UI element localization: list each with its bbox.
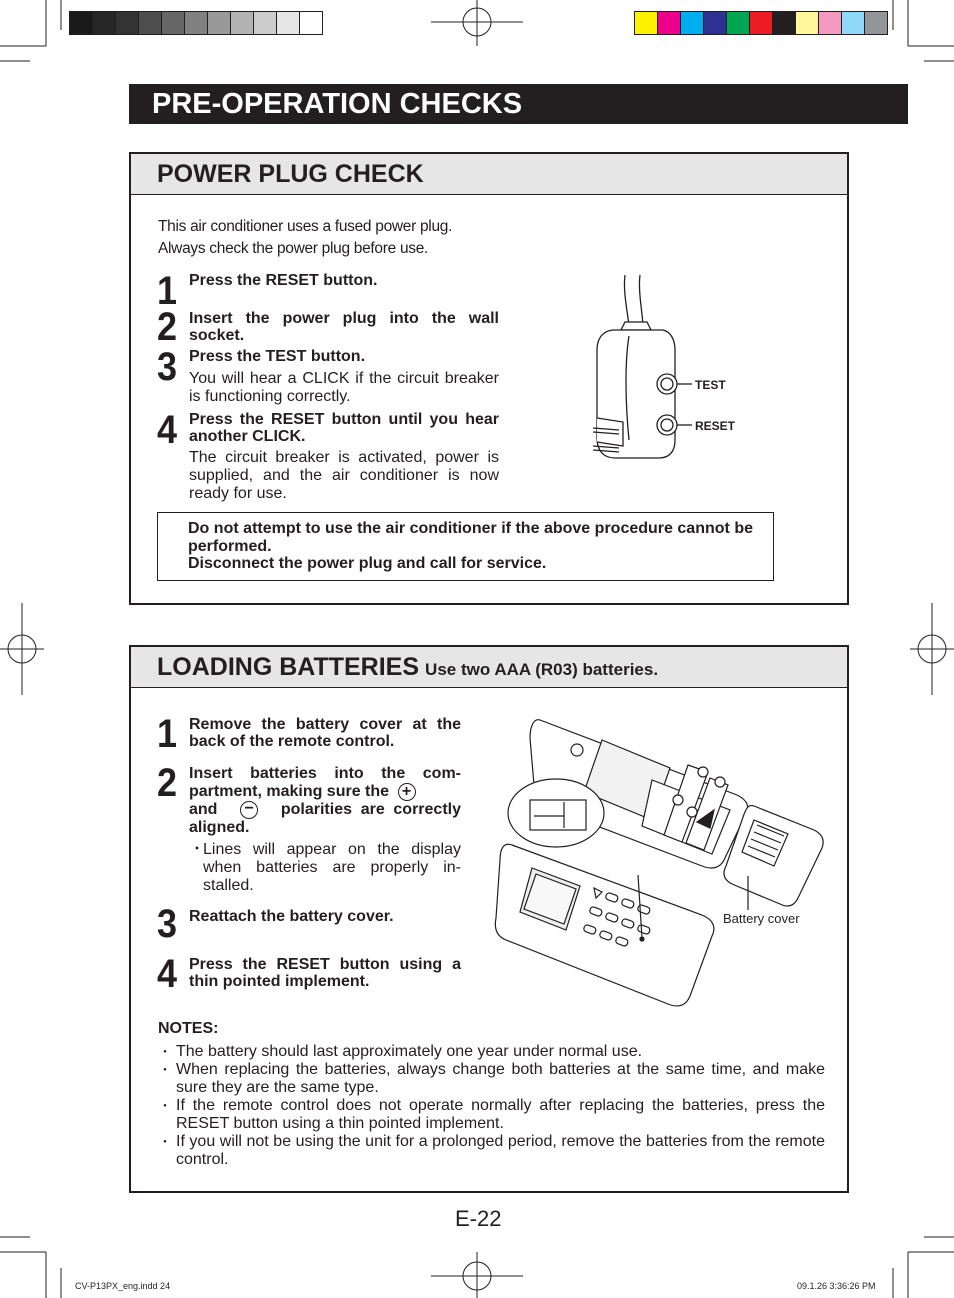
gray-swatch xyxy=(277,12,300,34)
step-number: 3 xyxy=(157,345,178,389)
batteries-title-text: LOADING BATTERIES xyxy=(157,653,420,681)
notes-list xyxy=(160,1043,825,1169)
step-title: Insert the power plug into the wall socket. xyxy=(189,310,499,344)
battery-cover-label: Battery cover xyxy=(723,911,800,926)
color-swatch xyxy=(842,12,865,34)
step-title xyxy=(189,765,461,837)
step-number: 1 xyxy=(157,269,178,313)
test-label: TEST xyxy=(695,378,726,392)
step-number: 1 xyxy=(157,712,178,756)
gray-swatch xyxy=(254,12,277,34)
color-swatch xyxy=(727,12,750,34)
footer-file-name: CV-P13PX_eng.indd 24 xyxy=(75,1281,171,1291)
power-plug-intro-1: This air conditioner uses a fused power plug. xyxy=(158,218,453,235)
color-calibration-bar xyxy=(634,11,888,35)
step-number: 3 xyxy=(157,902,178,946)
step-title: Reattach the battery cover. xyxy=(189,908,394,925)
step-title: Press the RESET button using a thin pointed implement. xyxy=(189,956,461,990)
warning-line-1: Do not attempt to use the air conditioner if the above procedure cannot be performed. xyxy=(188,520,753,555)
plus-polarity-icon: + xyxy=(398,783,416,801)
step-title-part: and xyxy=(189,801,218,819)
minus-polarity-icon: − xyxy=(240,801,258,819)
step-bullet xyxy=(189,841,461,895)
step-title-part: polarities are correctly aligned. xyxy=(189,801,461,837)
page-title: PRE-OPERATION CHECKS xyxy=(129,84,908,124)
step-title: Press the RESET button until you hear another CLICK. xyxy=(189,411,499,445)
power-plug-intro-2: Always check the power plug before use. xyxy=(158,240,429,257)
batteries-subtitle: Use two AAA (R03) batteries. xyxy=(425,660,659,679)
power-plug-illustration xyxy=(585,270,745,470)
color-swatch xyxy=(681,12,704,34)
step-number: 2 xyxy=(157,305,178,349)
remote-control-illustration xyxy=(492,710,832,1015)
gray-swatch xyxy=(116,12,139,34)
color-swatch xyxy=(635,12,658,34)
color-swatch xyxy=(865,12,887,34)
gray-swatch xyxy=(93,12,116,34)
gray-swatch xyxy=(208,12,231,34)
list-item: ・ The battery should last approximately one year under normal use. xyxy=(160,1043,825,1061)
gray-swatch xyxy=(139,12,162,34)
step-title-part: Insert batteries into the com-partment, making sure the xyxy=(189,765,461,801)
color-swatch xyxy=(704,12,727,34)
color-swatch xyxy=(819,12,842,34)
step-number: 2 xyxy=(157,761,178,805)
grayscale-calibration-bar xyxy=(69,11,323,35)
power-plug-title: POWER PLUG CHECK xyxy=(157,160,424,188)
warning-box xyxy=(157,512,774,581)
step-body: You will hear a CLICK if the circuit breaker is functioning correctly. xyxy=(189,370,499,405)
color-swatch xyxy=(750,12,773,34)
step-body: The circuit breaker is activated, power is supplied, and the air conditioner is now ready for use. xyxy=(189,449,499,502)
reset-label: RESET xyxy=(695,419,736,433)
batteries-header xyxy=(131,647,847,688)
list-item: ・ If the remote control does not operate normally after replacing the batteries, press the RESET button using a thin pointed implement. xyxy=(160,1097,825,1133)
list-item: ・ If you will not be using the unit for a prolonged period, remove the batteries from the remote control. xyxy=(160,1133,825,1169)
step-title: Press the RESET button. xyxy=(189,272,378,289)
bullet-text: Lines will appear on the display when batteries are properly in-stalled. xyxy=(203,841,461,894)
step-title: Remove the battery cover at the back of the remote control. xyxy=(189,716,461,750)
gray-swatch xyxy=(300,12,322,34)
page-number: E-22 xyxy=(455,1206,502,1231)
color-swatch xyxy=(773,12,796,34)
step-number: 4 xyxy=(157,408,178,452)
power-plug-header xyxy=(131,154,847,195)
step-title: Press the TEST button. xyxy=(189,348,366,365)
gray-swatch xyxy=(185,12,208,34)
gray-swatch xyxy=(231,12,254,34)
color-swatch xyxy=(658,12,681,34)
footer-timestamp: 09.1.26 3:36:26 PM xyxy=(797,1281,876,1291)
gray-swatch xyxy=(162,12,185,34)
list-item: ・ When replacing the batteries, always change both batteries at the same time, and make sure they are the same type. xyxy=(160,1061,825,1097)
color-swatch xyxy=(796,12,819,34)
gray-swatch xyxy=(70,12,93,34)
bullet-dot: ・ xyxy=(189,841,206,858)
batteries-title xyxy=(157,653,658,682)
step-number: 4 xyxy=(157,952,178,996)
notes-title: NOTES: xyxy=(158,1020,219,1037)
warning-line-2: Disconnect the power plug and call for service. xyxy=(188,555,547,572)
